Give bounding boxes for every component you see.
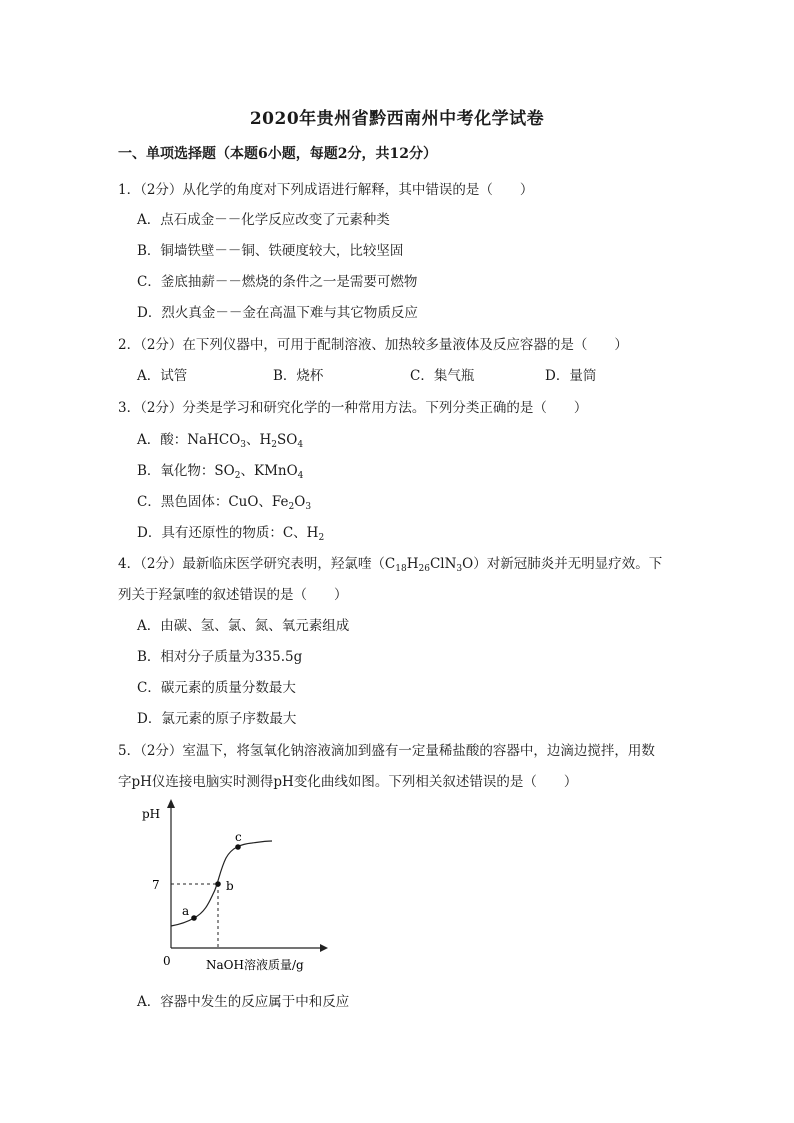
question-1-option-b[interactable]: B．铜墙铁壁－－铜、铁硬度较大，比较坚固 [137, 243, 404, 259]
question-3-option-a[interactable] [137, 428, 303, 450]
formula-text: O [294, 494, 306, 510]
question-2-option-c[interactable]: C．集气瓶 [410, 368, 475, 384]
point-c [235, 844, 241, 850]
question-3-option-b[interactable] [137, 459, 303, 481]
stem-text: O）对新冠肺炎并无明显疗效。下 [462, 556, 663, 572]
subscript: 2 [288, 502, 295, 512]
subscript: 4 [297, 440, 304, 450]
question-1-option-a[interactable]: A．点石成金－－化学反应改变了元素种类 [137, 212, 390, 228]
subscript: 2 [234, 471, 241, 481]
question-3-stem: 3．（2分）分类是学习和研究化学的一种常用方法。下列分类正确的是（ ） [118, 400, 588, 416]
question-4-option-b[interactable]: B．相对分子质量为335.5g [137, 649, 303, 665]
formula-text: 、H [246, 432, 272, 448]
formula-text: 、KMnO [240, 463, 298, 479]
subscript: 18 [395, 564, 407, 574]
question-4-option-c[interactable]: C．碳元素的质量分数最大 [137, 680, 296, 696]
origin-label: 0 [163, 954, 171, 968]
subscript: 2 [318, 533, 325, 543]
point-b-label: b [226, 879, 234, 893]
question-2-option-a[interactable]: A．试管 [137, 368, 188, 384]
x-axis-label: NaOH溶液质量/g [206, 958, 304, 972]
question-4-stem [118, 552, 662, 574]
formula-text: D．具有还原性的物质：C、H [137, 525, 319, 541]
subscript: 4 [297, 471, 304, 481]
exam-title: 2020年贵州省黔西南州中考化学试卷 [249, 109, 545, 129]
point-b [215, 881, 221, 887]
question-1-stem: 1．（2分）从化学的角度对下列成语进行解释，其中错误的是（ ） [118, 182, 534, 198]
question-2-stem: 2．（2分）在下列仪器中，可用于配制溶液、加热较多量液体及反应容器的是（ ） [118, 337, 628, 353]
question-2-option-b[interactable]: B．烧杯 [273, 368, 324, 384]
subscript: 3 [240, 440, 247, 450]
formula-text: B．氧化物：SO [137, 463, 235, 479]
point-a-label: a [182, 904, 190, 918]
y-axis-label: pH [142, 807, 161, 821]
stem-text: 4．（2分）最新临床医学研究表明，羟氯喹（C [118, 556, 396, 572]
subscript: 3 [305, 502, 312, 512]
stem-text: H [406, 556, 419, 572]
subscript: 26 [418, 564, 430, 574]
subscript: 3 [456, 564, 463, 574]
point-a [191, 915, 197, 921]
y-tick-7: 7 [152, 878, 160, 892]
formula-text: SO [277, 432, 298, 448]
question-4-option-a[interactable]: A．由碳、氢、氯、氮、氧元素组成 [137, 618, 350, 634]
question-2-option-d[interactable]: D．量筒 [545, 368, 597, 384]
formula-text: C．黑色固体：CuO、Fe [137, 494, 289, 510]
point-c-label: c [235, 830, 242, 844]
section-heading: 一、单项选择题（本题6小题，每题2分，共12分） [118, 146, 437, 162]
question-1-option-d[interactable]: D．烈火真金－－金在高温下难与其它物质反应 [137, 305, 418, 321]
question-5-stem-continued: 字pH仪连接电脑实时测得pH变化曲线如图。下列相关叙述错误的是（ ） [118, 774, 578, 790]
subscript: 2 [271, 440, 278, 450]
stem-text: ClN [429, 556, 457, 572]
question-4-option-d[interactable]: D．氯元素的原子序数最大 [137, 711, 297, 727]
question-4-stem-continued: 列关于羟氯喹的叙述错误的是（ ） [118, 587, 348, 603]
question-1-option-c[interactable]: C．釜底抽薪－－燃烧的条件之一是需要可燃物 [137, 274, 418, 290]
formula-text: A．酸：NaHCO [137, 432, 241, 448]
y-axis-arrow-icon [167, 799, 175, 808]
ph-curve-chart [134, 798, 334, 983]
x-axis-arrow-icon [320, 944, 328, 952]
question-5-option-a[interactable]: A．容器中发生的反应属于中和反应 [137, 994, 350, 1010]
question-5-stem: 5．（2分）室温下，将氢氧化钠溶液滴加到盛有一定量稀盐酸的容器中，边滴边搅拌，用数 [118, 743, 655, 759]
question-2-options [137, 364, 737, 384]
question-3-option-c[interactable] [137, 490, 311, 512]
question-3-option-d[interactable] [137, 521, 324, 543]
